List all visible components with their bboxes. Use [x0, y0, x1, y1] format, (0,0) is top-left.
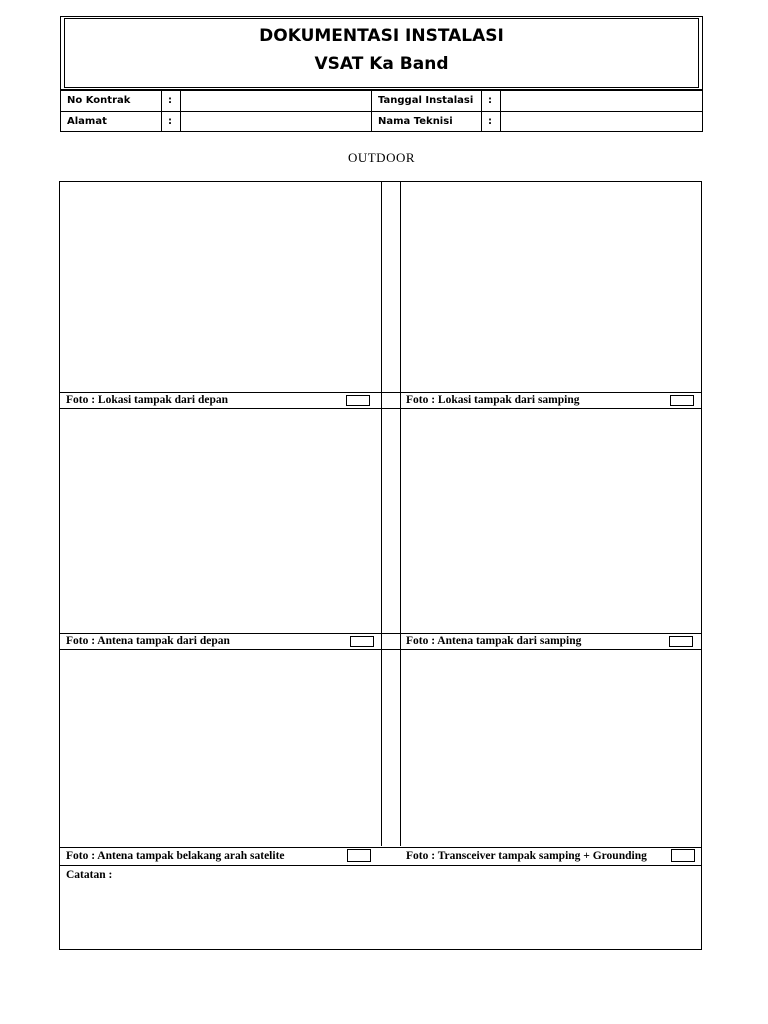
- photo-caption-transceiver: Foto : Transceiver tampak samping + Grounding: [406, 850, 647, 862]
- caption-row-top-3: [60, 847, 701, 848]
- nama-teknisi-field[interactable]: [501, 112, 703, 132]
- no-kontrak-separator: :: [162, 91, 181, 111]
- tanggal-instalasi-label: Tanggal Instalasi: [372, 91, 482, 111]
- caption-row-bottom-3: [60, 865, 701, 866]
- info-table: [60, 90, 703, 132]
- info-row-2: [61, 112, 702, 132]
- alamat-label: Alamat: [61, 112, 162, 132]
- no-kontrak-label: No Kontrak: [61, 91, 162, 111]
- checkbox-lokasi-depan[interactable]: [346, 395, 370, 406]
- notes-area[interactable]: [60, 882, 703, 949]
- photo-caption-antena-samping: Foto : Antena tampak dari samping: [406, 635, 582, 647]
- document-subtitle: VSAT Ka Band: [314, 54, 449, 74]
- photo-caption-antena-depan: Foto : Antena tampak dari depan: [66, 635, 230, 647]
- nama-teknisi-separator: :: [482, 112, 501, 132]
- info-row-1: [61, 91, 702, 112]
- photo-slot-transceiver[interactable]: [401, 650, 703, 847]
- alamat-field[interactable]: [181, 112, 372, 132]
- photo-slot-lokasi-samping[interactable]: [401, 182, 703, 392]
- checkbox-lokasi-samping[interactable]: [670, 395, 694, 406]
- checkbox-antena-samping[interactable]: [669, 636, 693, 647]
- no-kontrak-field[interactable]: [181, 91, 372, 111]
- checkbox-transceiver[interactable]: [671, 849, 695, 862]
- document-title: DOKUMENTASI INSTALASI: [259, 26, 504, 46]
- photo-slot-lokasi-depan[interactable]: [60, 182, 381, 392]
- nama-teknisi-label: Nama Teknisi: [372, 112, 482, 132]
- tanggal-instalasi-separator: :: [482, 91, 501, 111]
- notes-label: Catatan :: [66, 869, 113, 881]
- checkbox-antena-depan[interactable]: [350, 636, 374, 647]
- photo-slot-antena-depan[interactable]: [60, 409, 381, 633]
- photo-caption-lokasi-samping: Foto : Lokasi tampak dari samping: [406, 394, 580, 406]
- photo-slot-antena-belakang[interactable]: [60, 650, 381, 847]
- photo-slot-antena-samping[interactable]: [401, 409, 703, 633]
- section-title: OUTDOOR: [347, 150, 416, 165]
- alamat-separator: :: [162, 112, 181, 132]
- tanggal-instalasi-field[interactable]: [501, 91, 703, 111]
- checkbox-antena-belakang[interactable]: [347, 849, 371, 862]
- photo-grid: [59, 181, 702, 950]
- photo-caption-antena-belakang: Foto : Antena tampak belakang arah satelite: [66, 850, 285, 862]
- gutter-line-left: [381, 182, 382, 846]
- photo-caption-lokasi-depan: Foto : Lokasi tampak dari depan: [66, 394, 228, 406]
